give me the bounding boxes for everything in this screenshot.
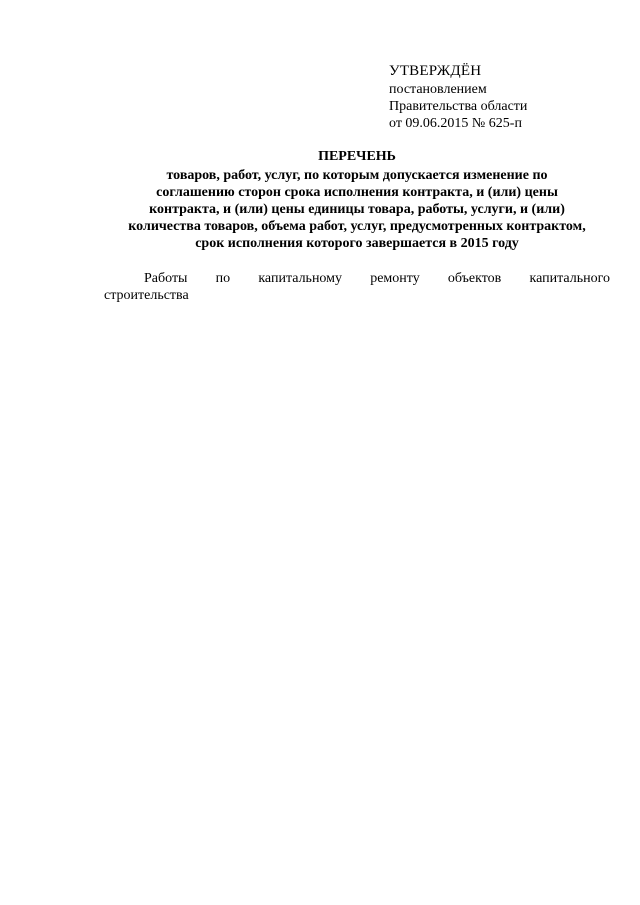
paragraph-word: ремонту [370,271,420,286]
approval-line-decree: постановлением [389,82,487,97]
paragraph-word: капитального [529,271,610,286]
approval-line-government: Правительства области [389,99,528,114]
approval-status: УТВЕРЖДЁН [389,63,482,79]
approval-block [389,62,609,132]
paragraph-word: Работы [144,271,188,286]
heading-line: количества товаров, объема работ, услуг, предусмотренных контрактом, [128,219,586,234]
document-title: ПЕРЕЧЕНЬ [318,149,396,164]
heading-line: контракта, и (или) цены единицы товара, работы, услуги, и (или) [149,202,565,217]
paragraph-continuation: строительства [104,288,189,303]
heading-line: соглашению сторон срока исполнения контракта, и (или) цены [156,185,558,200]
heading-line: товаров, работ, услуг, по которым допускается изменение по [166,168,548,183]
document-heading [104,148,610,252]
approval-line-date: от 09.06.2015 № 625-п [389,116,522,131]
paragraph-word: объектов [447,271,502,286]
paragraph-first-line [104,270,610,287]
paragraph-word: капитальному [258,271,343,286]
list-item-paragraph [104,270,610,304]
paragraph-word: по [215,271,231,286]
heading-line: срок исполнения которого завершается в 2015 году [195,236,519,251]
